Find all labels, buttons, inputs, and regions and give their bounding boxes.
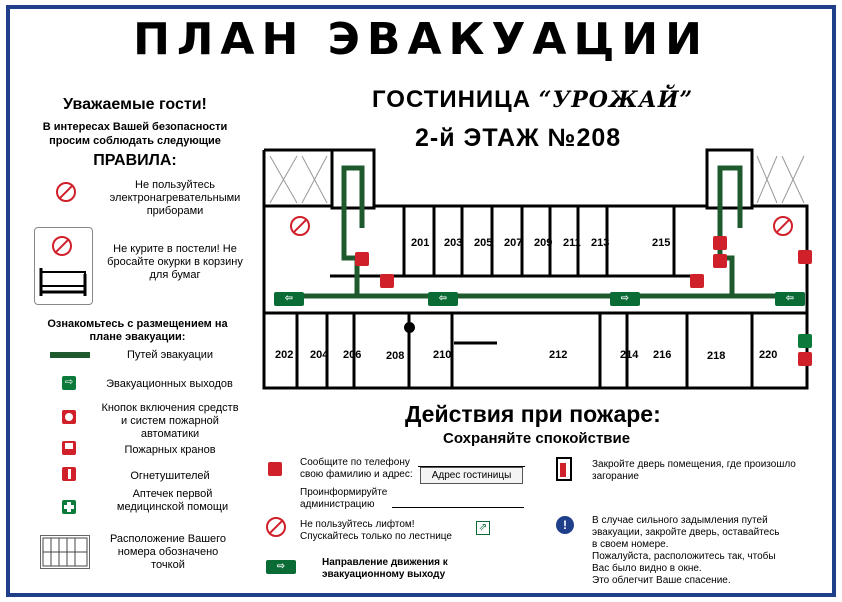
phone-line1: Сообщите по телефону [300, 457, 410, 468]
smoke-line3: в своем номере. [592, 539, 669, 550]
floor-thumbnail-icon [40, 535, 90, 569]
room-206: 206 [343, 349, 362, 361]
room-209: 209 [534, 237, 553, 249]
legend-item-first-aid: Аптечек первой медицинской помощи [116, 488, 229, 513]
address-field[interactable]: Адрес гостиницы [420, 467, 523, 484]
rules-intro [20, 120, 250, 148]
no-lift-instruction [300, 519, 452, 543]
exit-icon: ⇨ [610, 292, 640, 306]
door-icon [556, 457, 572, 481]
rule-2: Не курите в постели! Не бросайте окурки в корзину для бумаг [107, 243, 243, 281]
no-lift-line2: Спускайтесь только по лестнице [300, 531, 452, 542]
actions-title: Действия при пожаре: [405, 401, 661, 427]
rules-intro-line2: просим соблюдать следующие [49, 135, 221, 147]
no-lift-icon [266, 517, 286, 537]
fire-alarm-button-icon [62, 410, 76, 424]
phone-icon [268, 462, 282, 476]
room-203: 203 [444, 237, 463, 249]
exit-icon: ⇨ [62, 376, 76, 390]
phone-icon [798, 352, 812, 366]
first-aid-icon [798, 334, 812, 348]
rules-intro-line1: В интересах Вашей безопасности [42, 121, 228, 133]
inform-line2: администрацию [300, 499, 375, 510]
room-211: 211 [563, 237, 581, 249]
fire-alarm-button-icon [690, 274, 704, 288]
exit-icon: ⇦ [428, 292, 458, 306]
rule-1: Не пользуйтесь электронагревательными приборами [109, 179, 241, 217]
smoke-line5: Вас было видно в окне. [592, 563, 702, 574]
rules-heading: ПРАВИЛА: [93, 152, 177, 169]
your-room-dot [404, 322, 415, 333]
room-207: 207 [504, 237, 523, 249]
inform-instruction [300, 487, 387, 511]
fire-alarm-button-icon [380, 274, 394, 288]
first-aid-icon [62, 500, 76, 514]
legend-item-alarm: Кнопок включения средств и систем пожарной автоматики [101, 402, 239, 440]
hotel-name: “УРОЖАЙ” [538, 87, 694, 113]
legend-item-exit: Эвакуационных выходов [106, 378, 233, 390]
smoke-line6: Это облегчит Ваше спасение. [592, 575, 731, 586]
room-220: 220 [759, 349, 778, 361]
legend-item-hydrant: Пожарных кранов [124, 444, 216, 456]
exit-icon: ⇦ [274, 292, 304, 306]
bed-icon [35, 264, 92, 304]
inform-line1: Проинформируйте [300, 487, 388, 498]
phone-icon [798, 250, 812, 264]
floor-thumbnail-lines [41, 536, 89, 568]
room-215: 215 [652, 237, 671, 249]
legend-item-room-dot: Расположение Вашего номера обозначено точкой [109, 533, 227, 571]
smoke-line1: В случае сильного задымления путей [592, 515, 768, 526]
close-door-instruction: Закройте дверь помещения, где произошло загорание [592, 459, 796, 482]
inform-underline [392, 507, 524, 508]
hotel-title [372, 86, 693, 114]
room-210: 210 [433, 349, 452, 361]
no-heater-icon [56, 182, 76, 202]
room-216: 216 [653, 349, 672, 361]
actions-subtitle: Сохраняйте спокойствие [443, 430, 631, 447]
room-214: 214 [620, 349, 639, 361]
direction-instruction [322, 557, 448, 581]
legend-item-extinguisher: Огнетушителей [130, 470, 210, 482]
direction-line1: Направление движения к [322, 557, 448, 568]
page-title: ПЛАН ЭВАКУАЦИИ [133, 14, 709, 65]
phone-line2: свою фамилию и адрес: [300, 469, 413, 480]
hotel-prefix: ГОСТИНИЦА [372, 86, 532, 113]
room-212: 212 [549, 349, 568, 361]
evacuation-route-icon [50, 352, 90, 358]
extinguisher-icon [713, 236, 727, 250]
floor-label: 2-й ЭТАЖ №208 [415, 124, 622, 152]
direction-line2: эвакуационному выходу [322, 569, 446, 580]
phone-instruction [300, 457, 413, 481]
room-201: 201 [411, 237, 430, 249]
no-lift-icon [773, 216, 793, 236]
exit-arrow-icon: ⇨ [266, 560, 296, 574]
room-213: 213 [591, 237, 610, 249]
fire-hydrant-icon [62, 441, 76, 455]
stairs-icon: ⇗ [476, 521, 490, 535]
room-208: 208 [386, 350, 405, 362]
no-lift-line1: Не пользуйтесь лифтом! [300, 519, 415, 530]
info-icon: ! [556, 516, 574, 534]
no-lift-icon [290, 216, 310, 236]
no-smoking-bed-icon [34, 227, 93, 305]
fire-hydrant-icon [713, 254, 727, 268]
smoke-line4: Пожалуйста, расположитесь так, чтобы [592, 551, 776, 562]
legend-heading: Ознакомьтесь с размещением на плане эвакуации: [47, 318, 228, 343]
room-204: 204 [310, 349, 329, 361]
room-205: 205 [474, 237, 493, 249]
legend-item-route: Путей эвакуации [126, 349, 214, 361]
no-smoking-icon [52, 236, 72, 256]
room-218: 218 [707, 350, 726, 362]
exit-icon: ⇦ [775, 292, 805, 306]
smoke-line2: эвакуации, закройте дверь, оставайтесь [592, 527, 780, 538]
smoke-instruction [592, 515, 822, 587]
extinguisher-icon [62, 467, 76, 481]
room-202: 202 [275, 349, 294, 361]
greeting: Уважаемые гости! [63, 96, 207, 113]
fire-hydrant-icon [355, 252, 369, 266]
